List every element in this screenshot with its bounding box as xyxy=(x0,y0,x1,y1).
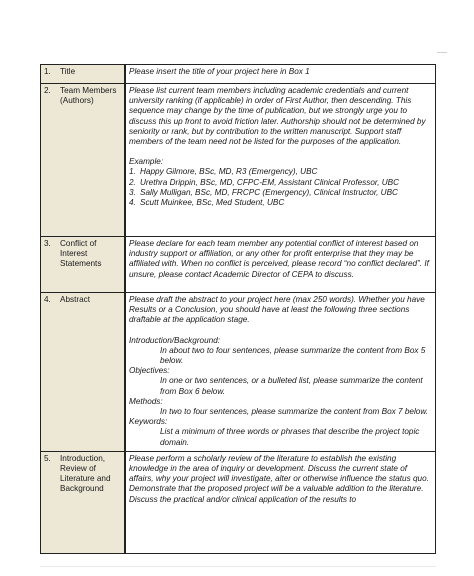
page-bottom-rule xyxy=(40,566,436,567)
section-number: 4. xyxy=(44,295,51,304)
instruction-text: Please perform a scholarly review of the literature to establish the existing knowledge in the area of inquiry or development. Discuss the current state of affairs, why your project will investigate, alter or otherwise influence the status quo. Demonstrate that the proposed project will be a valuable addition to the literature. Discuss the practical and/or clinical application of the results to xyxy=(129,453,429,504)
abstract-subtext: In one or two sentences, or a bulleted list, please summarize the content from Box 6 below. xyxy=(160,376,423,396)
list-item xyxy=(129,198,432,208)
list-item-number: 2. xyxy=(129,177,136,187)
section-number: 2. xyxy=(44,86,51,95)
list-item-text: Sally Mulligan, BSc, MD, FRCPC (Emergency), Clinical Instructor, UBC xyxy=(140,187,398,197)
section-cell xyxy=(41,293,126,452)
abstract-subtext: In about two to four sentences, please summarize the content from Box 5 below. xyxy=(160,345,426,366)
section-cell xyxy=(41,84,126,237)
page-corner-mark xyxy=(437,52,447,53)
abstract-subheading: Keywords: xyxy=(129,417,168,427)
section-title: Title xyxy=(60,67,76,76)
abstract-subheading: Methods: xyxy=(129,396,163,406)
form-row-abstract xyxy=(41,293,436,452)
example-label: Example: xyxy=(129,157,164,167)
section-title: Team Members (Authors) xyxy=(60,86,117,106)
instruction-text: Please draft the abstract to your project here (max 250 words). Whether you have Results or a Conclusion, you should have at least the following three sections draftable at the application stage. xyxy=(129,295,425,325)
instruction-cell[interactable] xyxy=(125,65,436,84)
section-cell xyxy=(41,451,126,553)
list-item-text: Happy Gilmore, BSc, MD, R3 (Emergency), UBC xyxy=(140,167,318,177)
list-item xyxy=(129,188,432,198)
list-item-text: Urethra Drippin, BSc, MD, CFPC-EM, Assistant Clinical Professor, UBC xyxy=(140,177,400,187)
list-item xyxy=(129,178,432,188)
section-cell xyxy=(41,65,126,84)
list-item xyxy=(129,167,432,177)
abstract-subheading: Introduction/Background: xyxy=(129,335,221,345)
instruction-cell[interactable] xyxy=(125,84,436,237)
abstract-subheading: Objectives: xyxy=(129,366,170,376)
proposal-form-table xyxy=(40,64,436,554)
form-row-introduction xyxy=(41,451,436,553)
form-row-title xyxy=(41,65,436,84)
form-row-team-members xyxy=(41,84,436,237)
instruction-cell[interactable] xyxy=(125,451,436,553)
abstract-subtext: In two to four sentences, please summarize the content from Box 7 below. xyxy=(160,407,429,417)
section-title: Conflict of Interest Statements xyxy=(60,239,102,269)
instruction-text: Please list current team members including academic credentials and current university ranking (if applicable) in order of First Author, then descending. This sequence may change by the time of publication, but we strongly urge you to discuss this up front to avoid friction later. Authorship should not be determined by seniority or rank, but by contribution to the written manuscript. Support staff members of the team need not be listed for the purposes of the application. xyxy=(129,86,426,147)
list-item-number: 3. xyxy=(129,187,136,197)
section-cell xyxy=(41,237,126,293)
instruction-text: Please declare for each team member any potential conflict of interest based on industry support or affiliation, or any other for profit enterprise that they may be affiliated with. When no conflict is perceived, please record “no conflict declared”. If unsure, please contact Academic Director of CEPA to discuss. xyxy=(129,239,429,279)
section-number: 3. xyxy=(44,239,51,248)
list-item-text: Scutt Muinkee, BSc, Med Student, UBC xyxy=(140,198,285,208)
section-number: 5. xyxy=(44,453,51,463)
section-title: Abstract xyxy=(60,295,91,304)
list-item-number: 1. xyxy=(129,167,136,177)
example-list xyxy=(129,167,432,208)
instruction-cell[interactable] xyxy=(125,293,436,452)
abstract-subtext: List a minimum of three words or phrases that describe the project topic domain. xyxy=(160,427,420,447)
instruction-text: Please insert the title of your project here in Box 1 xyxy=(129,67,310,76)
section-number: 1. xyxy=(44,67,51,76)
form-row-conflict-of-interest xyxy=(41,237,436,293)
section-title: Introduction, Review of Literature and Background xyxy=(60,453,111,494)
list-item-number: 4. xyxy=(129,198,136,208)
instruction-cell[interactable] xyxy=(125,237,436,293)
